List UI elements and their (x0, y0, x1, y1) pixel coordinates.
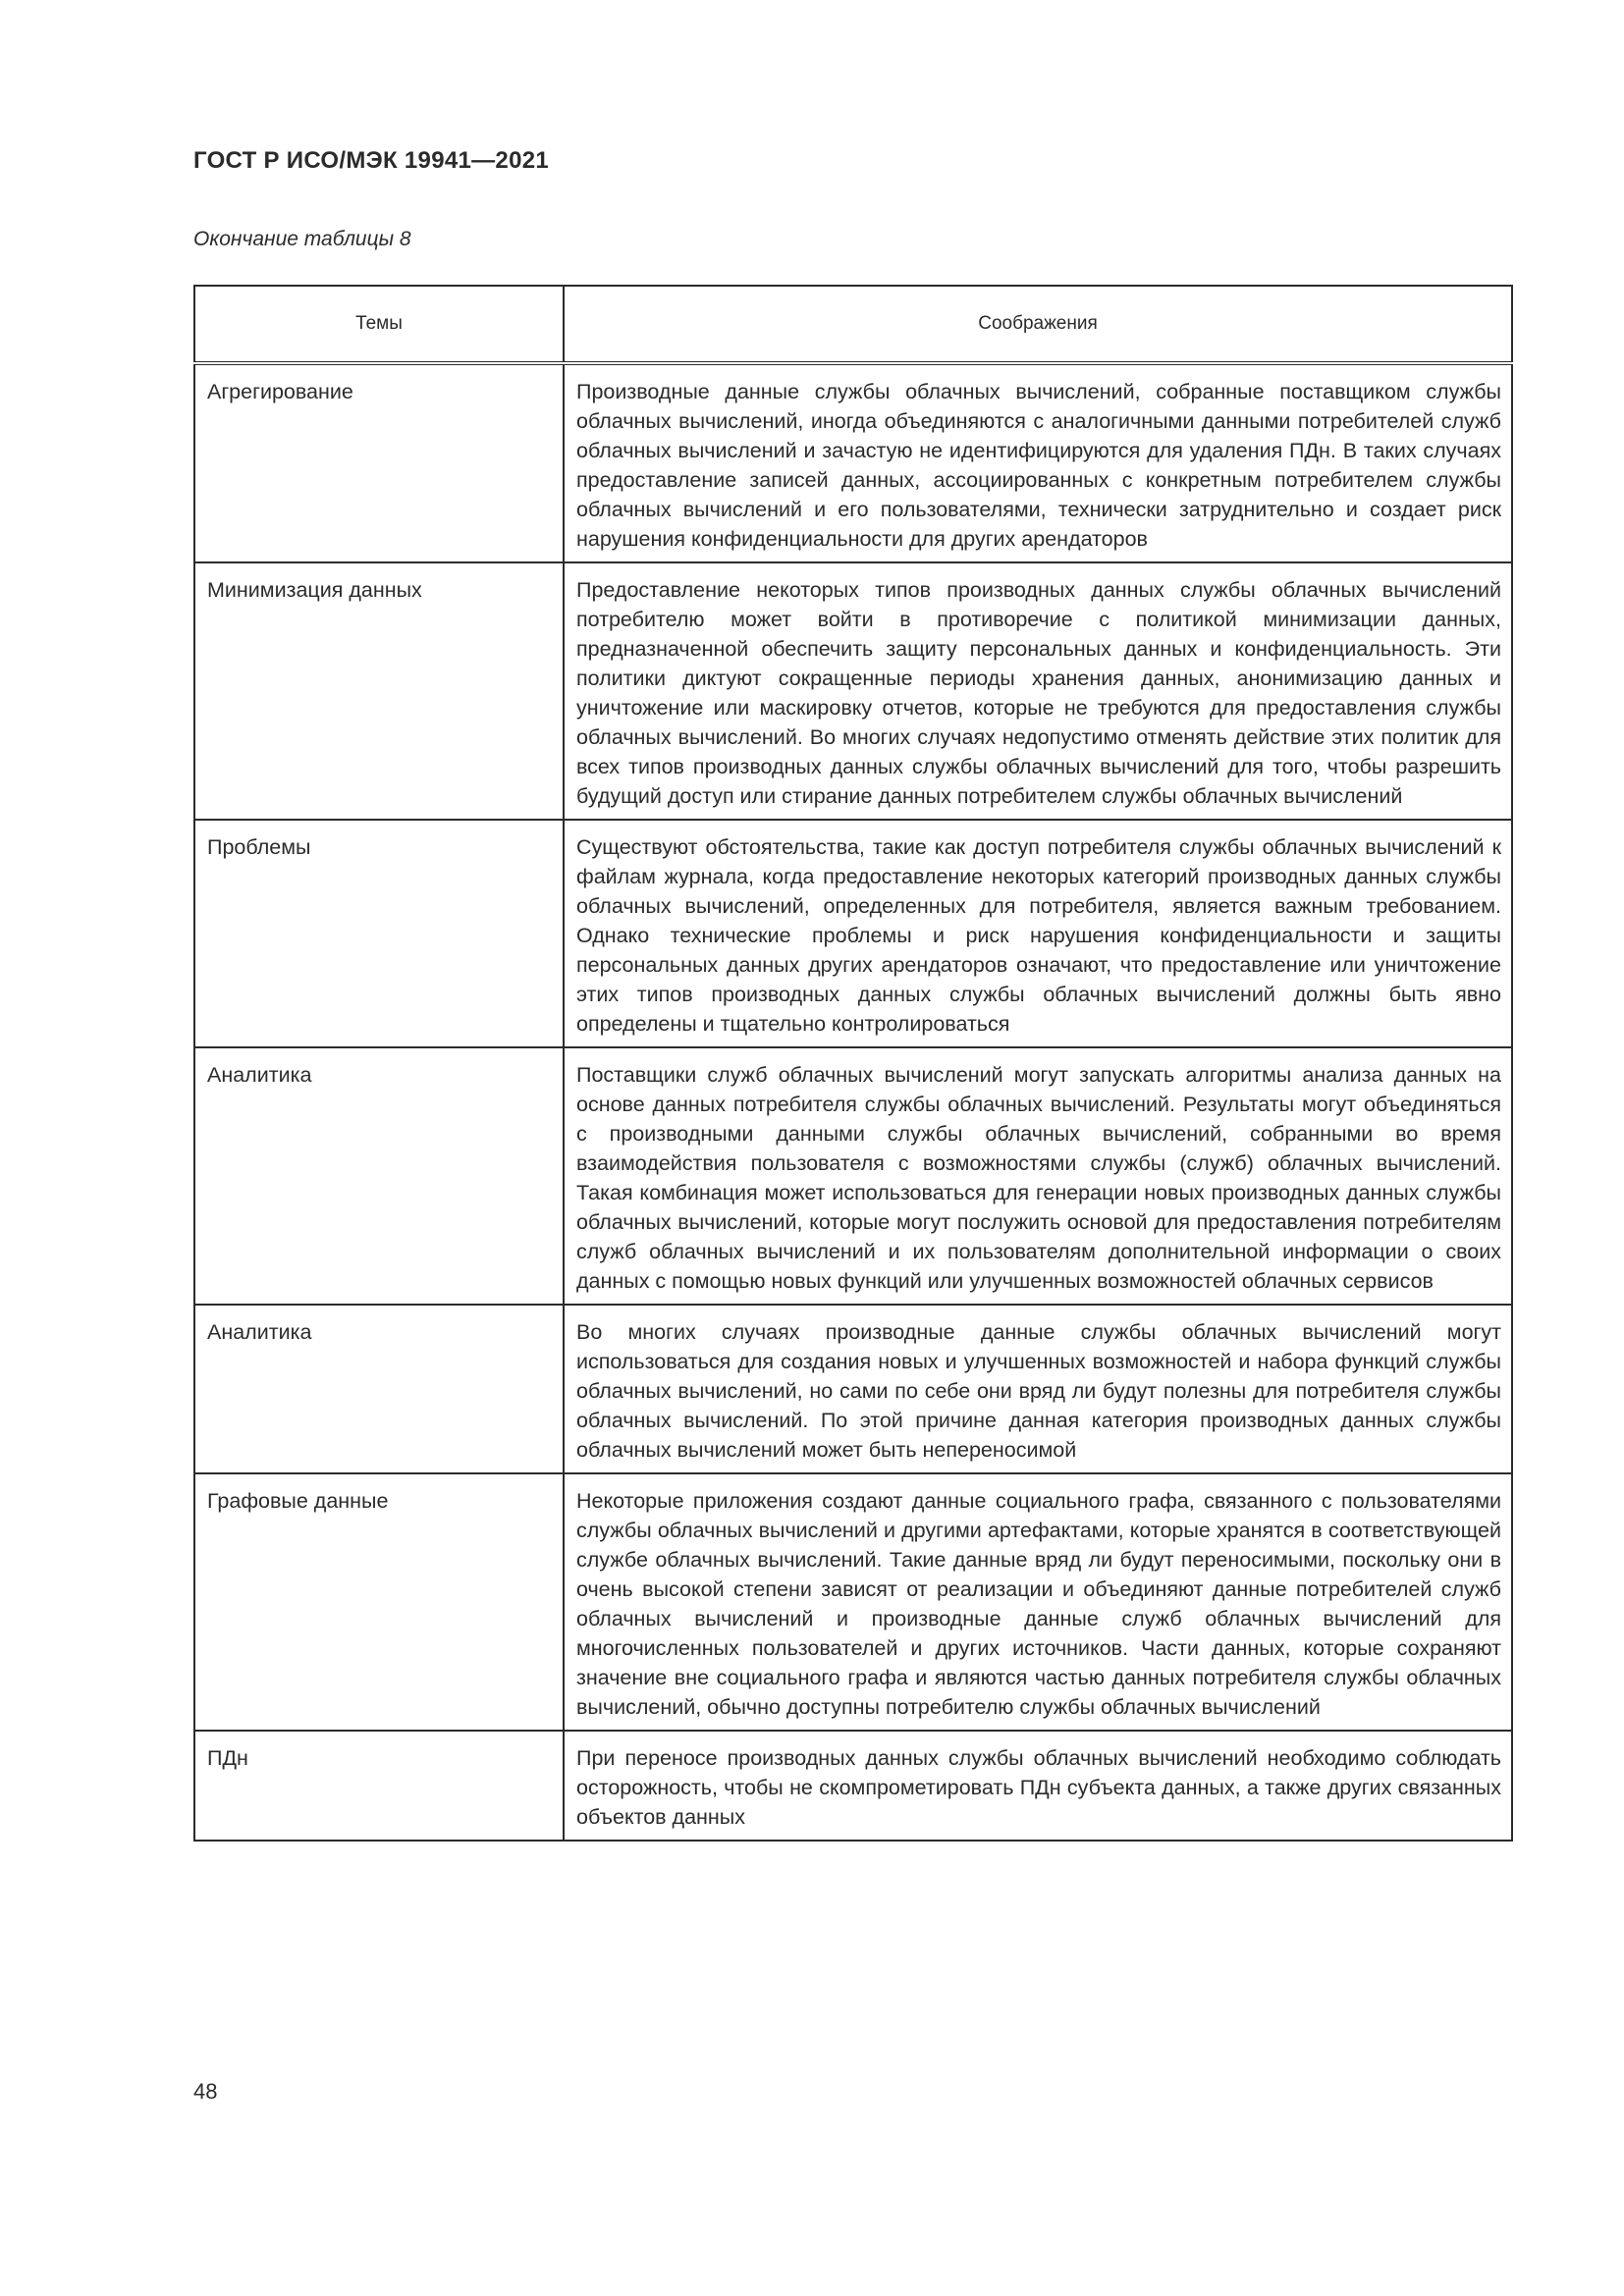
topic-cell: Графовые данные (194, 1473, 564, 1731)
topic-cell: Минимизация данных (194, 562, 564, 820)
table-row (194, 1047, 1512, 1305)
consideration-cell: Во многих случаях производные данные службы облачных вычислений могут использоваться для создания новых и улучшенных возможностей и набора функций службы облачных вычислений, но сами по себе они вряд ли будут полезны для потребителя службы облачных вычислений. По этой причине данная категория производных данных службы облачных вычислений может быть непереносимой (564, 1305, 1512, 1473)
column-header-topics: Темы (194, 286, 564, 363)
document-header: ГОСТ Р ИСО/МЭК 19941—2021 (193, 147, 550, 174)
consideration-cell: При переносе производных данных службы облачных вычислений необходимо соблюдать осторожность, чтобы не скомпрометировать ПДн субъекта данных, а также других связанных объектов данных (564, 1731, 1512, 1841)
topic-cell: Проблемы (194, 820, 564, 1047)
consideration-cell: Существуют обстоятельства, такие как доступ потребителя службы облачных вычислений к файлам журнала, когда предоставление некоторых категорий производных данных службы облачных вычислений, определенных для потребителя, является важным требованием. Однако технические проблемы и риск нарушения конфиденциальности и защиты персональных данных других арендаторов означают, что предоставление или уничтожение этих типов производных данных службы облачных вычислений должны быть явно определены и тщательно контролироваться (564, 820, 1512, 1047)
column-header-considerations: Соображения (564, 286, 1512, 363)
consideration-cell: Некоторые приложения создают данные социального графа, связанного с пользователями службы облачных вычислений и другими артефактами, которые хранятся в соответствующей службе облачных вычислений. Такие данные вряд ли будут переносимыми, поскольку они в очень высокой степени зависят от реализации и объединяют данные потребителей служб облачных вычислений и производные данные служб облачных вычислений для многочисленных пользователей и других источников. Части данных, которые сохраняют значение вне социального графа и являются частью данных потребителя службы облачных вычислений, обычно доступны потребителю службы облачных вычислений (564, 1473, 1512, 1731)
table-row (194, 363, 1512, 562)
table-row (194, 820, 1512, 1047)
topic-cell: ПДн (194, 1731, 564, 1841)
topic-cell: Агрегирование (194, 363, 564, 562)
table-row (194, 1305, 1512, 1473)
consideration-cell: Производные данные службы облачных вычислений, собранные поставщиком службы облачных вычислений, иногда объединяются с аналогичными данными потребителей служб облачных вычислений и зачастую не идентифицируются для удаления ПДн. В таких случаях предоставление записей данных, ассоциированных с конкретным потребителем службы облачных вычислений и его пользователями, технически затруднительно и создает риск нарушения конфиденциальности для других арендаторов (564, 363, 1512, 562)
page-number: 48 (193, 2079, 218, 2104)
table-caption: Окончание таблицы 8 (193, 228, 411, 250)
considerations-table (193, 285, 1513, 1842)
topic-cell: Аналитика (194, 1047, 564, 1305)
table-row (194, 1473, 1512, 1731)
table-row (194, 1731, 1512, 1841)
table-row (194, 562, 1512, 820)
consideration-cell: Поставщики служб облачных вычислений могут запускать алгоритмы анализа данных на основе данных потребителя службы облачных вычислений. Результаты могут объединяться с производными данными службы облачных вычислений, собранными во время взаимодействия пользователя с возможностями службы (служб) облачных вычислений. Такая комбинация может использоваться для генерации новых производных данных службы облачных вычислений, которые могут послужить основой для предоставления потребителям служб облачных вычислений и их пользователям дополнительной информации о своих данных с помощью новых функций или улучшенных возможностей облачных сервисов (564, 1047, 1512, 1305)
consideration-cell: Предоставление некоторых типов производных данных службы облачных вычислений потребителю может войти в противоречие с политикой минимизации данных, предназначенной обеспечить защиту персональных данных и конфиденциальность. Эти политики диктуют сокращенные периоды хранения данных, анонимизацию данных и уничтожение или маскировку отчетов, которые не требуются для предоставления службы облачных вычислений. Во многих случаях недопустимо отменять действие этих политик для всех типов производных данных службы облачных вычислений для того, чтобы разрешить будущий доступ или стирание данных потребителем службы облачных вычислений (564, 562, 1512, 820)
table-header-row (194, 286, 1512, 363)
topic-cell: Аналитика (194, 1305, 564, 1473)
